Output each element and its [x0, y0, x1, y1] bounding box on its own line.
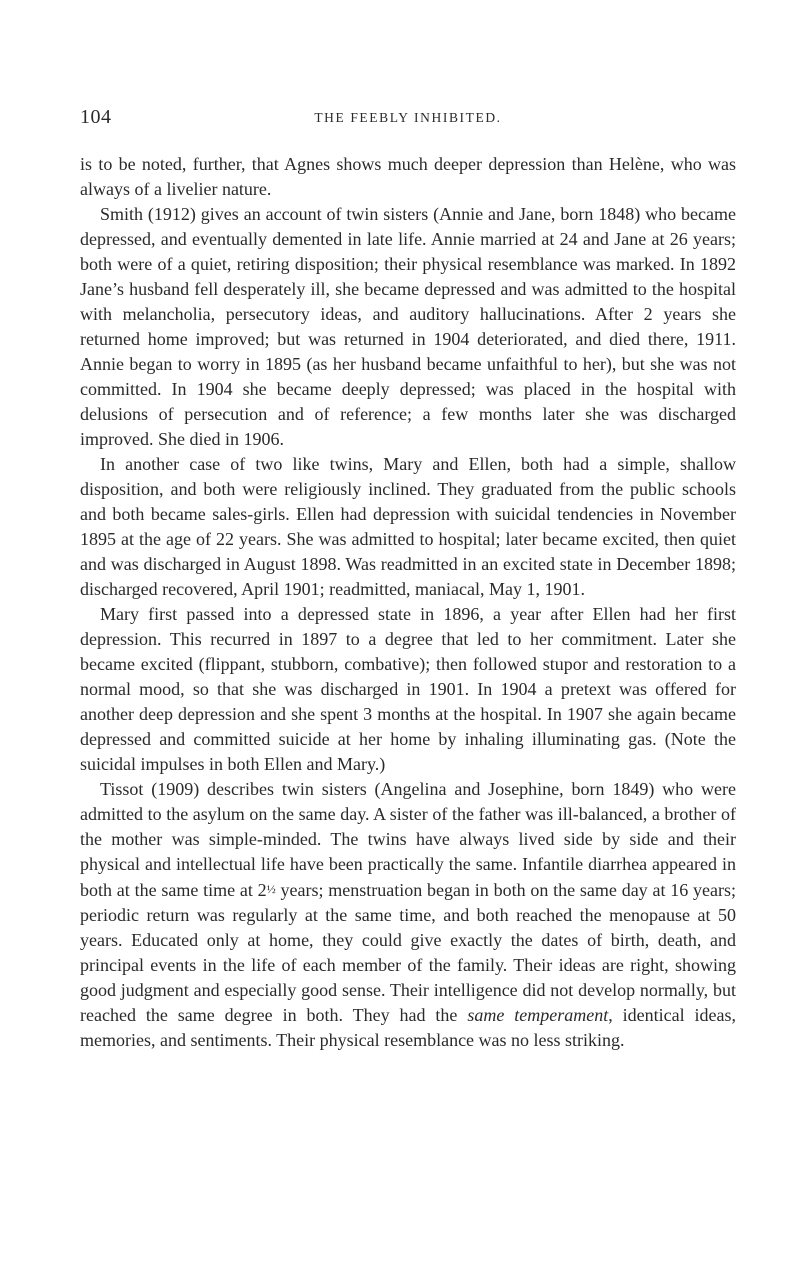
paragraph-smith-case: Smith (1912) gives an account of twin sisters (Annie and Jane, born 1848) who became depressed, and eventually demented in late life. Annie married at 24 and Jane at 26 years; both were of a quiet, retiring disposition; their physical resemblance was marked. In 1892 Jane’s husband fell desperately ill, she became depressed and was admitted to the hospital with melancholia, persecutory ideas, and auditory hallucinations. After 2 years she returned home improved; but was returned in 1904 deteriorated, and died there, 1911. Annie began to worry in 1895 (as her husband became unfaithful to her), but she was not committed. In 1904 she became deeply depressed; was placed in the hospital with delusions of persecution and of reference; a few months later she was discharged improved. She died in 1906.: [80, 204, 736, 449]
book-page: [80, 106, 736, 1053]
tissot-text-middle: years; menstruation began in both on the same day at 16 years; periodic return was regularly at the same time, and both reached the menopause at 50 years. Educated only at home, they could give exactly the dates of birth, death, and principal events in the life of each member of the family. Their ideas are right, showing good judgment and especially good sense. Their intelligence did not develop normally, but reached the same degree in both. They had the: [80, 880, 737, 1025]
running-head: [80, 106, 736, 136]
paragraph-mary-ellen-case: In another case of two like twins, Mary and Ellen, both had a simple, shallow disposition, and both were religiously inclined. They graduated from the public schools and both became sales-girls. Ellen had depression with suicidal tendencies in November 1895 at the age of 22 years. She was admitted to hospital; later became excited, then quiet and was discharged in August 1898. Was readmitted in an excited state in December 1898; discharged recovered, April 1901; readmitted, maniacal, May 1, 1901.: [80, 454, 736, 599]
running-title: THE FEEBLY INHIBITED.: [314, 110, 502, 125]
emphasis-same-temperament: same temperament: [467, 1005, 609, 1025]
paragraph-mary-history: Mary first passed into a depressed state in 1896, a year after Ellen had her first depression. This recurred in 1897 to a degree that led to her commitment. Later she became excited (flippant, stubborn, combative); then followed stupor and restoration to a normal mood, so that she was discharged in 1901. In 1904 a pretext was offered for another deep depression and she spent 3 months at the hospital. In 1907 she again became depressed and committed suicide at her home by inhaling illuminating gas. (Note the suicidal impulses in both Ellen and Mary.): [80, 604, 736, 774]
tissot-text-start: Tissot (1909) describes twin sisters (Angelina and Josephine, born 1849) who were admitted to the asylum on the same day. A sister of the father was ill-balanced, a brother of the mother was simple-minded. The twins have always lived side by side and their physical and intellectual life have been practically the same. Infantile diarrhea appeared in both at the same time at 2: [80, 779, 736, 900]
fraction-half: ½: [266, 882, 276, 896]
tissot-text-end: , identical ideas, memories, and sentiments. Their physical resemblance was no less striking.: [80, 1005, 736, 1050]
page-number: 104: [80, 106, 112, 128]
body-text: [80, 152, 736, 1053]
paragraph-tissot-case: [80, 777, 736, 1053]
paragraph-continued: is to be noted, further, that Agnes shows much deeper depression than Helène, who was always of a livelier nature.: [80, 154, 736, 199]
